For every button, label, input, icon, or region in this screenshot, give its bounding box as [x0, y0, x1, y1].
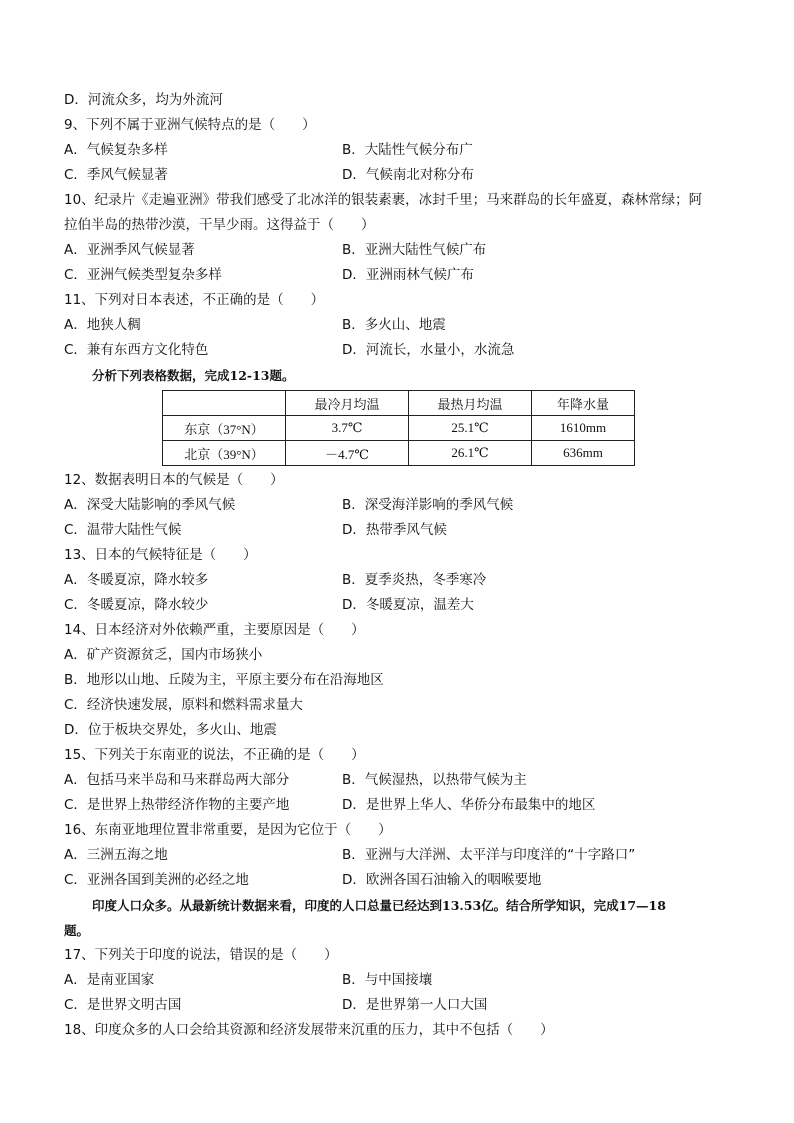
table-row	[163, 416, 635, 441]
q17-option-a[interactable]: A．是南亚国家	[64, 972, 155, 988]
intro-17-18-line1: 印度人口众多。从最新统计数据来看，印度的人口总量已经达到13.53亿。结合所学知识，完成17—18	[92, 898, 666, 913]
q15-option-b[interactable]: B．气候湿热，以热带气候为主	[342, 772, 527, 788]
table-cell: 636mm	[532, 441, 635, 466]
question-15	[64, 743, 734, 818]
q18-stem: 18、印度众多的人口会给其资源和经济发展带来沉重的压力，其中不包括（ ）	[64, 1022, 554, 1038]
q16-option-c[interactable]: C．亚洲各国到美洲的必经之地	[64, 872, 249, 888]
q8-option-d: D．河流众多，均为外流河	[64, 92, 223, 108]
q16-option-a[interactable]: A．三洲五海之地	[64, 847, 168, 863]
q9-option-b[interactable]: B．大陆性气候分布广	[342, 142, 473, 158]
question-14	[64, 618, 734, 743]
q12-stem: 12、数据表明日本的气候是（ ）	[64, 472, 284, 488]
table-row	[163, 441, 635, 466]
q12-option-a[interactable]: A．深受大陆影响的季风气候	[64, 497, 236, 513]
q12-option-b[interactable]: B．深受海洋影响的季风气候	[342, 497, 514, 513]
q16-option-b[interactable]: B．亚洲与大洋洲、太平洋与印度洋的“十字路口”	[342, 847, 636, 863]
table-cell: －4.7℃	[286, 441, 409, 466]
q9-option-a[interactable]: A．气候复杂多样	[64, 142, 168, 158]
q10-option-d[interactable]: D．亚洲雨林气候广布	[342, 267, 474, 283]
q17-option-b[interactable]: B．与中国接壤	[342, 972, 433, 988]
q17-option-c[interactable]: C．是世界文明古国	[64, 997, 182, 1013]
q9-option-c[interactable]: C．季风气候显著	[64, 167, 168, 183]
q15-option-d[interactable]: D．是世界上华人、华侨分布最集中的地区	[342, 797, 596, 813]
question-16	[64, 818, 734, 893]
q11-option-c[interactable]: C．兼有东西方文化特色	[64, 342, 209, 358]
question-18	[64, 1018, 734, 1043]
q13-option-d[interactable]: D．冬暖夏凉，温差大	[342, 597, 474, 613]
q16-stem: 16、东南亚地理位置非常重要，是因为它位于（ ）	[64, 822, 392, 838]
table-cell: 3.7℃	[286, 416, 409, 441]
q11-stem: 11、下列对日本表述，不正确的是（ ）	[64, 292, 325, 308]
question-10	[64, 188, 734, 288]
table-cell: 25.1℃	[409, 416, 532, 441]
table-header-cell	[163, 391, 286, 416]
q15-stem: 15、下列关于东南亚的说法，不正确的是（ ）	[64, 747, 365, 763]
intro-12-13: 分析下列表格数据，完成12-13题。	[92, 368, 295, 383]
q17-stem: 17、下列关于印度的说法，错误的是（ ）	[64, 947, 338, 963]
climate-table	[162, 390, 635, 466]
q14-option-d[interactable]: D．位于板块交界处，多火山、地震	[64, 722, 277, 738]
table-cell: 东京（37°N）	[163, 416, 286, 441]
q10-option-c[interactable]: C．亚洲气候类型复杂多样	[64, 267, 222, 283]
q13-stem: 13、日本的气候特征是（ ）	[64, 547, 257, 563]
question-11	[64, 288, 734, 363]
q9-stem: 9、下列不属于亚洲气候特点的是（ ）	[64, 117, 316, 133]
q14-option-b[interactable]: B．地形以山地、丘陵为主，平原主要分布在沿海地区	[64, 672, 384, 688]
q14-stem: 14、日本经济对外依赖严重，主要原因是（ ）	[64, 622, 365, 638]
q12-option-c[interactable]: C．温带大陆性气候	[64, 522, 182, 538]
q9-option-d[interactable]: D．气候南北对称分布	[342, 167, 474, 183]
q10-option-b[interactable]: B．亚洲大陆性气候广布	[342, 242, 487, 258]
table-cell: 1610mm	[532, 416, 635, 441]
q10-stem-line1: 10、纪录片《走遍亚洲》带我们感受了北冰洋的银装素裹，冰封千里；马来群岛的长年盛夏，森林常绿；阿	[64, 192, 703, 208]
q11-option-d[interactable]: D．河流长，水量小，水流急	[342, 342, 515, 358]
question-17	[64, 943, 734, 1018]
q10-stem-line2: 拉伯半岛的热带沙漠，干旱少雨。这得益于（ ）	[64, 217, 375, 233]
q10-option-a[interactable]: A．亚洲季风气候显著	[64, 242, 195, 258]
q13-option-b[interactable]: B．夏季炎热，冬季寒冷	[342, 572, 487, 588]
table-header-cell: 年降水量	[532, 391, 635, 416]
table-cell: 北京（39°N）	[163, 441, 286, 466]
q17-option-d[interactable]: D．是世界第一人口大国	[342, 997, 488, 1013]
q15-option-c[interactable]: C．是世界上热带经济作物的主要产地	[64, 797, 290, 813]
table-cell: 26.1℃	[409, 441, 532, 466]
q14-option-a[interactable]: A．矿产资源贫乏，国内市场狭小	[64, 647, 263, 663]
q13-option-a[interactable]: A．冬暖夏凉，降水较多	[64, 572, 209, 588]
q16-option-d[interactable]: D．欧洲各国石油输入的咽喉要地	[342, 872, 542, 888]
question-9	[64, 113, 734, 188]
climate-table-header	[163, 391, 635, 416]
q11-option-a[interactable]: A．地狭人稠	[64, 317, 141, 333]
question-12	[64, 468, 734, 543]
table-header-cell: 最冷月均温	[286, 391, 409, 416]
q12-option-d[interactable]: D．热带季风气候	[342, 522, 447, 538]
q13-option-c[interactable]: C．冬暖夏凉，降水较少	[64, 597, 209, 613]
q11-option-b[interactable]: B．多火山、地震	[342, 317, 446, 333]
table-header-cell: 最热月均温	[409, 391, 532, 416]
question-13	[64, 543, 734, 618]
q14-option-c[interactable]: C．经济快速发展，原料和燃料需求量大	[64, 697, 303, 713]
q15-option-a[interactable]: A．包括马来半岛和马来群岛两大部分	[64, 772, 290, 788]
exam-page	[64, 88, 734, 1043]
intro-17-18-line2: 题。	[64, 923, 90, 938]
